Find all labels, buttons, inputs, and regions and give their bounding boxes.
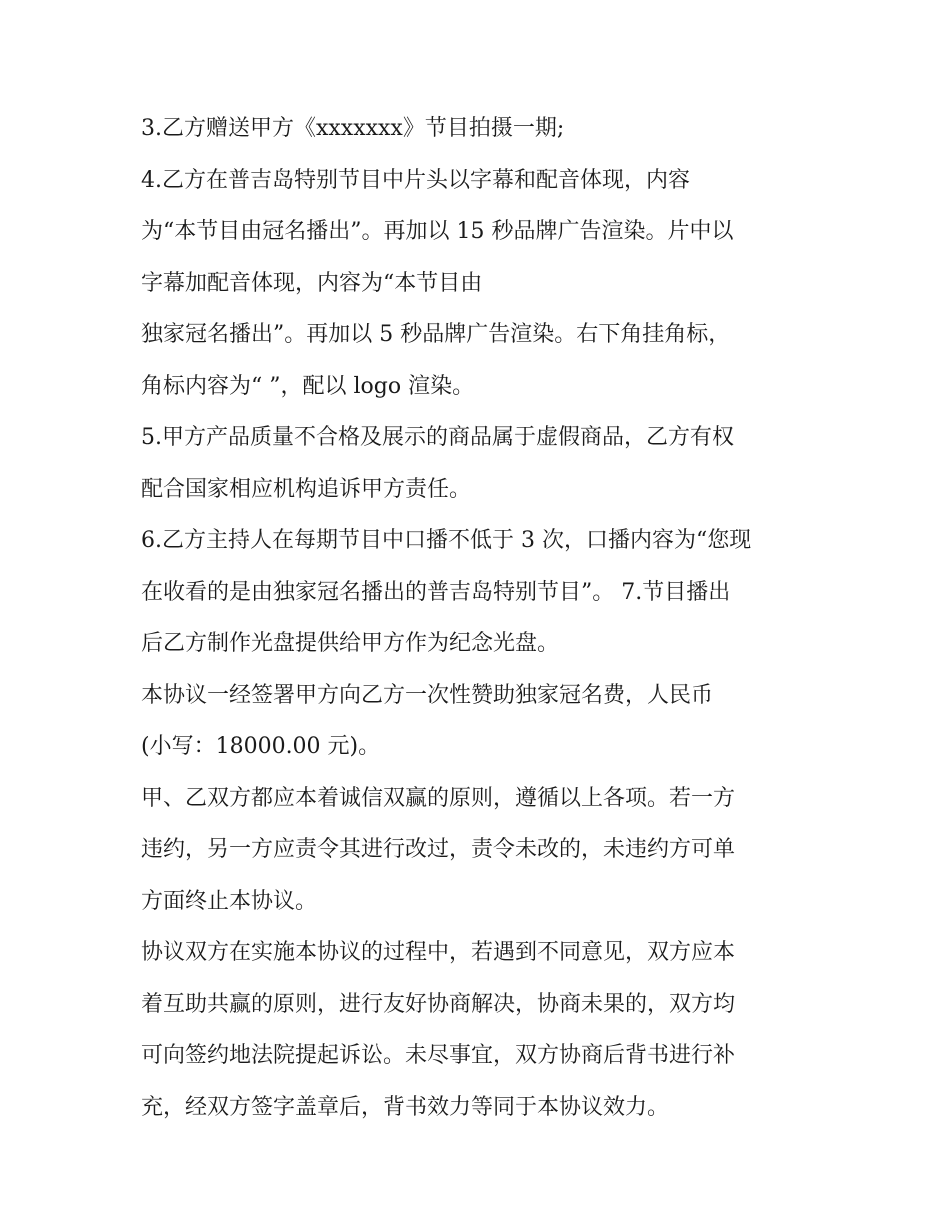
text-line: 方面终止本协议。	[141, 888, 318, 914]
text-line: (小写：18000.00 元)。	[141, 734, 381, 759]
text-line: 着互助共赢的原则，进行友好协商解决，协商未果的，双方均	[141, 991, 736, 1017]
agreement-text	[141, 103, 821, 1133]
text-line: 协议双方在实施本协议的过程中，若遇到不同意见，双方应本	[141, 940, 736, 965]
text-line: 后乙方制作光盘提供给甲方作为纪念光盘。	[141, 631, 560, 656]
text-line: 3.乙方赠送甲方《xxxxxxx》节目拍摄一期;	[141, 116, 565, 141]
text-line: 字幕加配音体现，内容为“本节目由	[141, 270, 483, 296]
text-line: 独家冠名播出”。再加以 5 秒品牌广告渲染。右下角挂角标，	[141, 322, 731, 347]
text-line: 4.乙方在普吉岛特别节目中片头以字幕和配音体现，内容	[141, 167, 690, 193]
text-line: 角标内容为“ ”，配以 logo 渲染。	[141, 373, 475, 399]
text-line: 为“本节目由冠名播出”。再加以 15 秒品牌广告渲染。片中以	[141, 219, 734, 244]
text-line: 5.甲方产品质量不合格及展示的商品属于虚假商品，乙方有权	[141, 425, 734, 450]
text-line: 配合国家相应机构追诉甲方责任。	[141, 476, 472, 502]
text-line: 在收看的是由独家冠名播出的普吉岛特别节目”。 7.节目播出	[141, 579, 731, 605]
text-line: 6.乙方主持人在每期节目中口播不低于 3 次，口播内容为“您现	[141, 528, 752, 553]
text-line: 甲、乙双方都应本着诚信双赢的原则，遵循以上各项。若一方	[141, 785, 736, 811]
text-line: 可向签约地法院提起诉讼。未尽事宜，双方协商后背书进行补	[141, 1043, 736, 1068]
text-line: 违约，另一方应责令其进行改过，责令未改的，未违约方可单	[141, 837, 736, 862]
text-line: 本协议一经签署甲方向乙方一次性赞助独家冠名费，人民币	[141, 682, 714, 708]
text-line: 充，经双方签字盖章后，背书效力等同于本协议效力。	[141, 1094, 670, 1120]
